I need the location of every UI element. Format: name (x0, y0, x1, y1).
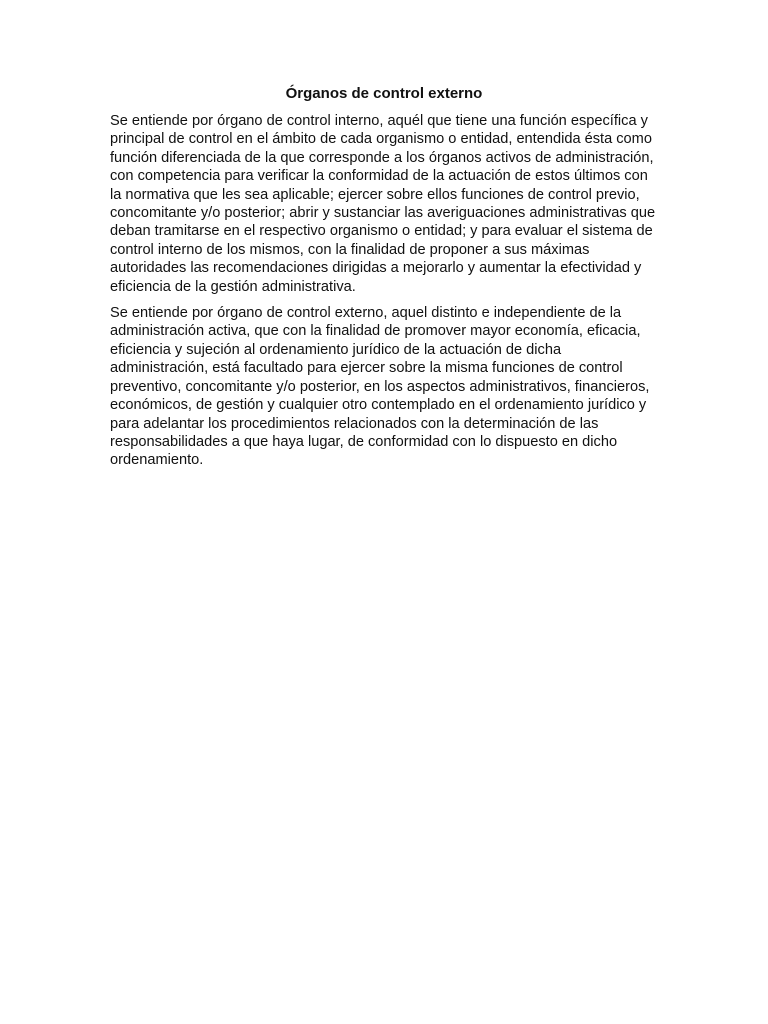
document-page (110, 85, 658, 478)
document-title: Órganos de control externo (285, 85, 483, 102)
paragraph-control-externo: Se entiende por órgano de control externo, aquel distinto e independiente de la administración activa, que con la finalidad de promover mayor economía, eficacia, eficiencia y sujeción al ordenamiento jurídico de la actuación de dicha administración, está facultado para ejercer sobre la misma funciones de control preventivo, concomitante y/o posterior, en los aspectos administrativos, financieros, económicos, de gestión y cualquier otro contemplado en el ordenamiento jurídico y para adelantar los procedimientos relacionados con la determinación de las responsabilidades a que haya lugar, de conformidad con lo dispuesto en dicho ordenamiento. (110, 305, 650, 469)
paragraph-control-interno: Se entiende por órgano de control interno, aquél que tiene una función específica y principal de control en el ámbito de cada organismo o entidad, entendida ésta como función diferenciada de la que corresponde a los órganos activos de administración, con competencia para verificar la conformidad de la actuación de estos últimos con la normativa que les sea aplicable; ejercer sobre ellos funciones de control previo, concomitante y/o posterior; abrir y sustanciar las averiguaciones administrativas que deban tramitarse en el respectivo organismo o entidad; y para evaluar el sistema de control interno de los mismos, con la finalidad de proponer a sus máximas autoridades las recomendaciones dirigidas a mejorarlo y aumentar la efectividad y eficiencia de la gestión administrativa. (110, 113, 656, 295)
